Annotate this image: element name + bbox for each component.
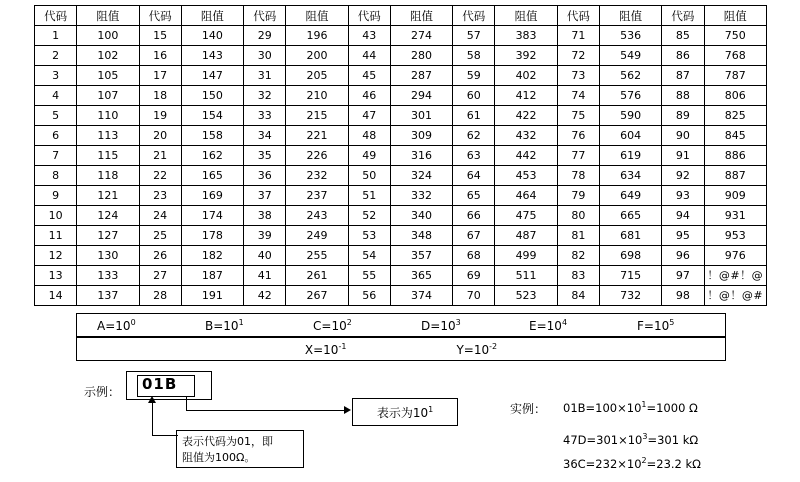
multiplier-base: 10 xyxy=(653,318,670,333)
cell: 215 xyxy=(286,106,348,126)
cell: 37 xyxy=(244,186,286,206)
cell: 121 xyxy=(77,186,139,206)
column-header: 代码 xyxy=(453,6,495,26)
cell: 715 xyxy=(599,266,661,286)
multiplier-base: 10 xyxy=(473,342,490,357)
cell: 61 xyxy=(453,106,495,126)
cell: 93 xyxy=(662,186,704,206)
cell: ！@#！@ xyxy=(704,266,767,286)
cell: 21 xyxy=(139,146,181,166)
cell: 249 xyxy=(286,226,348,246)
cell: 60 xyxy=(453,86,495,106)
table-row xyxy=(35,286,767,306)
leader-arrow-right-icon xyxy=(344,406,351,414)
multiplier-exponent: 1 xyxy=(238,317,244,327)
table-row xyxy=(35,246,767,266)
cell: 27 xyxy=(139,266,181,286)
cell: 287 xyxy=(390,66,452,86)
multiplier-exponent: 2 xyxy=(346,317,352,327)
cell: 75 xyxy=(557,106,599,126)
example-exponent: 3 xyxy=(642,432,648,441)
cell: 115 xyxy=(77,146,139,166)
cell: 422 xyxy=(495,106,557,126)
cell: 232 xyxy=(286,166,348,186)
cell: 806 xyxy=(704,86,767,106)
cell: 200 xyxy=(286,46,348,66)
column-header: 阻值 xyxy=(77,6,139,26)
table-row xyxy=(35,46,767,66)
cell: 499 xyxy=(495,246,557,266)
multiplier-base: 10 xyxy=(223,318,239,333)
cell: 13 xyxy=(35,266,77,286)
cell: 11 xyxy=(35,226,77,246)
cell: 87 xyxy=(662,66,704,86)
multiplier-letter: D xyxy=(421,318,431,333)
cell: 24 xyxy=(139,206,181,226)
cell: 62 xyxy=(453,126,495,146)
multiplier-exponent: 4 xyxy=(561,317,568,327)
cell: 19 xyxy=(139,106,181,126)
cell: 32 xyxy=(244,86,286,106)
cell: 590 xyxy=(599,106,661,126)
cell: 365 xyxy=(390,266,452,286)
cell: 81 xyxy=(557,226,599,246)
cell: 464 xyxy=(495,186,557,206)
example-label: 示例： xyxy=(84,385,121,399)
cell: 523 xyxy=(495,286,557,306)
cell: 70 xyxy=(453,286,495,306)
cell: 86 xyxy=(662,46,704,66)
cell: 100 xyxy=(77,26,139,46)
cell: 768 xyxy=(704,46,767,66)
example-code: 01B xyxy=(563,400,586,415)
multiplier-letter: A xyxy=(97,318,106,333)
example-equation: =100×10 xyxy=(585,400,642,415)
cell: 1 xyxy=(35,26,77,46)
cell: 147 xyxy=(181,66,243,86)
cell: 91 xyxy=(662,146,704,166)
cell: 26 xyxy=(139,246,181,266)
example-result-exponent: 1 xyxy=(428,404,434,414)
cell: 38 xyxy=(244,206,286,226)
cell: 453 xyxy=(495,166,557,186)
multiplier-legend-positive xyxy=(76,313,726,337)
cell: 58 xyxy=(453,46,495,66)
example-code: 47D xyxy=(563,432,587,447)
cell: 17 xyxy=(139,66,181,86)
cell: 7 xyxy=(35,146,77,166)
leader-line-horizontal-note xyxy=(152,435,178,436)
cell: 154 xyxy=(181,106,243,126)
cell: 31 xyxy=(244,66,286,86)
multiplier-letter: C xyxy=(313,318,322,333)
column-header: 代码 xyxy=(662,6,704,26)
cell: 732 xyxy=(599,286,661,306)
cell: 97 xyxy=(662,266,704,286)
column-header: 代码 xyxy=(557,6,599,26)
cell: 78 xyxy=(557,166,599,186)
cell: 90 xyxy=(662,126,704,146)
cell: 309 xyxy=(390,126,452,146)
cell: 412 xyxy=(495,86,557,106)
cell: 487 xyxy=(495,226,557,246)
cell: 34 xyxy=(244,126,286,146)
cell: 67 xyxy=(453,226,495,246)
cell: 110 xyxy=(77,106,139,126)
example-result: =1000 Ω xyxy=(646,400,698,415)
cell: 64 xyxy=(453,166,495,186)
cell: 49 xyxy=(348,146,390,166)
cell: 619 xyxy=(599,146,661,166)
example-result-text xyxy=(377,404,433,421)
cell: 316 xyxy=(390,146,452,166)
table-row xyxy=(35,106,767,126)
cell: 886 xyxy=(704,146,767,166)
cell: 50 xyxy=(348,166,390,186)
cell: 562 xyxy=(599,66,661,86)
example-note-line-2: 阻值为100Ω。 xyxy=(182,451,256,464)
cell: 383 xyxy=(495,26,557,46)
cell: 221 xyxy=(286,126,348,146)
cell: 511 xyxy=(495,266,557,286)
multiplier-entry-b: $B=10^1$ xyxy=(205,317,244,333)
table-header xyxy=(35,6,767,26)
example-result-box xyxy=(352,398,458,426)
example-note-box xyxy=(176,430,304,468)
example-code-text: 01B xyxy=(142,375,178,393)
cell: 113 xyxy=(77,126,139,146)
cell: 36 xyxy=(244,166,286,186)
cell: 243 xyxy=(286,206,348,226)
table-row xyxy=(35,126,767,146)
cell: 33 xyxy=(244,106,286,126)
cell: 130 xyxy=(77,246,139,266)
cell: 45 xyxy=(348,66,390,86)
cell: 845 xyxy=(704,126,767,146)
cell: 169 xyxy=(181,186,243,206)
multiplier-legend-negative xyxy=(76,337,726,361)
multiplier-entry-a: $A=10^0$ xyxy=(97,317,136,333)
table-row xyxy=(35,226,767,246)
multiplier-exponent: -1 xyxy=(338,341,347,351)
cell: 174 xyxy=(181,206,243,226)
column-header: 代码 xyxy=(348,6,390,26)
cell: 750 xyxy=(704,26,767,46)
cell: 23 xyxy=(139,186,181,206)
multiplier-base: 10 xyxy=(323,342,339,357)
cell: 25 xyxy=(139,226,181,246)
column-header: 阻值 xyxy=(181,6,243,26)
cell: 294 xyxy=(390,86,452,106)
cell: 226 xyxy=(286,146,348,166)
cell: 40 xyxy=(244,246,286,266)
cell: 65 xyxy=(453,186,495,206)
multiplier-entry-c: $C=10^2$ xyxy=(313,317,352,333)
cell: 392 xyxy=(495,46,557,66)
multiplier-letter: F xyxy=(637,318,644,333)
cell: 127 xyxy=(77,226,139,246)
cell: 165 xyxy=(181,166,243,186)
cell: 374 xyxy=(390,286,452,306)
cell: 280 xyxy=(390,46,452,66)
cell: 6 xyxy=(35,126,77,146)
cell: 143 xyxy=(181,46,243,66)
multiplier-letter: B xyxy=(205,318,214,333)
cell: 73 xyxy=(557,66,599,86)
cell: 14 xyxy=(35,286,77,306)
cell: 107 xyxy=(77,86,139,106)
table-row xyxy=(35,86,767,106)
cell: 12 xyxy=(35,246,77,266)
cell: 69 xyxy=(453,266,495,286)
cell: 96 xyxy=(662,246,704,266)
cell: 48 xyxy=(348,126,390,146)
cell: 76 xyxy=(557,126,599,146)
cell: 88 xyxy=(662,86,704,106)
example-exponent: 1 xyxy=(641,400,647,409)
cell: 274 xyxy=(390,26,452,46)
cell: 178 xyxy=(181,226,243,246)
cell: 133 xyxy=(77,266,139,286)
cell: 102 xyxy=(77,46,139,66)
cell: 9 xyxy=(35,186,77,206)
cell: ！@！@# xyxy=(704,286,767,306)
cell: 43 xyxy=(348,26,390,46)
cell: 909 xyxy=(704,186,767,206)
cell: 44 xyxy=(348,46,390,66)
cell: 94 xyxy=(662,206,704,226)
cell: 475 xyxy=(495,206,557,226)
table-body xyxy=(35,26,767,306)
multiplier-letter: X xyxy=(304,342,314,357)
example-note-line-1: 表示代码为01，即 xyxy=(182,435,273,448)
cell: 105 xyxy=(77,66,139,86)
multiplier-exponent: -2 xyxy=(489,341,498,351)
multiplier-base: 10 xyxy=(115,318,131,333)
cell: 162 xyxy=(181,146,243,166)
cell: 237 xyxy=(286,186,348,206)
cell: 10 xyxy=(35,206,77,226)
real-example-line xyxy=(563,456,701,471)
cell: 953 xyxy=(704,226,767,246)
real-example-line xyxy=(563,432,698,447)
multiplier-entry-y: $Y=10^{-2}$ xyxy=(456,341,498,357)
cell: 976 xyxy=(704,246,767,266)
real-example-line xyxy=(563,400,698,415)
cell: 8 xyxy=(35,166,77,186)
cell: 35 xyxy=(244,146,286,166)
cell: 787 xyxy=(704,66,767,86)
cell: 196 xyxy=(286,26,348,46)
multiplier-letter: E xyxy=(529,318,537,333)
table-row xyxy=(35,66,767,86)
cell: 604 xyxy=(599,126,661,146)
cell: 16 xyxy=(139,46,181,66)
cell: 54 xyxy=(348,246,390,266)
cell: 15 xyxy=(139,26,181,46)
example-code: 36C xyxy=(563,456,586,471)
cell: 42 xyxy=(244,286,286,306)
example-exponent: 2 xyxy=(641,456,647,465)
cell: 649 xyxy=(599,186,661,206)
cell: 56 xyxy=(348,286,390,306)
column-header: 阻值 xyxy=(599,6,661,26)
cell: 931 xyxy=(704,206,767,226)
cell: 634 xyxy=(599,166,661,186)
cell: 53 xyxy=(348,226,390,246)
cell: 332 xyxy=(390,186,452,206)
cell: 95 xyxy=(662,226,704,246)
resistance-code-table-wrapper xyxy=(34,5,767,306)
cell: 118 xyxy=(77,166,139,186)
cell: 187 xyxy=(181,266,243,286)
cell: 57 xyxy=(453,26,495,46)
cell: 191 xyxy=(181,286,243,306)
cell: 576 xyxy=(599,86,661,106)
cell: 182 xyxy=(181,246,243,266)
table-header-row xyxy=(35,6,767,26)
multiplier-exponent: 0 xyxy=(130,317,136,327)
cell: 46 xyxy=(348,86,390,106)
cell: 402 xyxy=(495,66,557,86)
cell: 51 xyxy=(348,186,390,206)
example-equation: =301×10 xyxy=(586,432,643,447)
cell: 18 xyxy=(139,86,181,106)
cell: 71 xyxy=(557,26,599,46)
example-equation: =232×10 xyxy=(585,456,642,471)
cell: 68 xyxy=(453,246,495,266)
cell: 2 xyxy=(35,46,77,66)
cell: 549 xyxy=(599,46,661,66)
column-header: 阻值 xyxy=(495,6,557,26)
table-row xyxy=(35,266,767,286)
cell: 255 xyxy=(286,246,348,266)
example-result: =301 kΩ xyxy=(647,432,699,447)
table-row xyxy=(35,166,767,186)
table-row xyxy=(35,186,767,206)
cell: 267 xyxy=(286,286,348,306)
cell: 22 xyxy=(139,166,181,186)
column-header: 阻值 xyxy=(704,6,767,26)
cell: 150 xyxy=(181,86,243,106)
cell: 324 xyxy=(390,166,452,186)
cell: 39 xyxy=(244,226,286,246)
cell: 698 xyxy=(599,246,661,266)
table-row xyxy=(35,146,767,166)
multiplier-entry-x: $X=10^{-1}$ xyxy=(304,341,347,357)
cell: 85 xyxy=(662,26,704,46)
cell: 665 xyxy=(599,206,661,226)
cell: 442 xyxy=(495,146,557,166)
cell: 63 xyxy=(453,146,495,166)
cell: 29 xyxy=(244,26,286,46)
cell: 47 xyxy=(348,106,390,126)
cell: 301 xyxy=(390,106,452,126)
cell: 681 xyxy=(599,226,661,246)
cell: 92 xyxy=(662,166,704,186)
cell: 140 xyxy=(181,26,243,46)
cell: 28 xyxy=(139,286,181,306)
column-header: 阻值 xyxy=(390,6,452,26)
real-examples-title: 实例： xyxy=(510,402,547,416)
resistance-code-table xyxy=(34,5,767,306)
cell: 536 xyxy=(599,26,661,46)
cell: 79 xyxy=(557,186,599,206)
cell: 210 xyxy=(286,86,348,106)
cell: 261 xyxy=(286,266,348,286)
cell: 357 xyxy=(390,246,452,266)
table-row xyxy=(35,26,767,46)
multiplier-base: 10 xyxy=(331,318,347,333)
table-row xyxy=(35,206,767,226)
cell: 5 xyxy=(35,106,77,126)
column-header: 代码 xyxy=(139,6,181,26)
cell: 348 xyxy=(390,226,452,246)
multiplier-entry-d: $D=10^3$ xyxy=(421,317,461,333)
cell: 89 xyxy=(662,106,704,126)
multiplier-exponent: 3 xyxy=(455,317,461,327)
cell: 59 xyxy=(453,66,495,86)
cell: 83 xyxy=(557,266,599,286)
cell: 825 xyxy=(704,106,767,126)
cell: 432 xyxy=(495,126,557,146)
cell: 80 xyxy=(557,206,599,226)
cell: 30 xyxy=(244,46,286,66)
cell: 137 xyxy=(77,286,139,306)
column-header: 阻值 xyxy=(286,6,348,26)
cell: 158 xyxy=(181,126,243,146)
cell: 41 xyxy=(244,266,286,286)
leader-line-vertical-note xyxy=(152,399,153,435)
multiplier-base: 10 xyxy=(546,318,562,333)
cell: 205 xyxy=(286,66,348,86)
cell: 52 xyxy=(348,206,390,226)
multiplier-entry-f: $F=10^5$ xyxy=(637,317,675,333)
leader-line-horizontal-right xyxy=(186,410,344,411)
cell: 74 xyxy=(557,86,599,106)
cell: 887 xyxy=(704,166,767,186)
cell: 72 xyxy=(557,46,599,66)
example-result-label: 表示为10 xyxy=(376,405,429,420)
column-header: 代码 xyxy=(244,6,286,26)
multiplier-letter: Y xyxy=(456,342,464,357)
cell: 77 xyxy=(557,146,599,166)
cell: 340 xyxy=(390,206,452,226)
cell: 3 xyxy=(35,66,77,86)
multiplier-exponent: 5 xyxy=(669,317,675,327)
example-result: =23.2 kΩ xyxy=(646,456,701,471)
column-header: 代码 xyxy=(35,6,77,26)
multiplier-base: 10 xyxy=(440,318,456,333)
cell: 98 xyxy=(662,286,704,306)
multiplier-entry-e: $E=10^4$ xyxy=(529,317,568,333)
cell: 124 xyxy=(77,206,139,226)
cell: 55 xyxy=(348,266,390,286)
cell: 84 xyxy=(557,286,599,306)
cell: 82 xyxy=(557,246,599,266)
cell: 66 xyxy=(453,206,495,226)
cell: 4 xyxy=(35,86,77,106)
cell: 20 xyxy=(139,126,181,146)
